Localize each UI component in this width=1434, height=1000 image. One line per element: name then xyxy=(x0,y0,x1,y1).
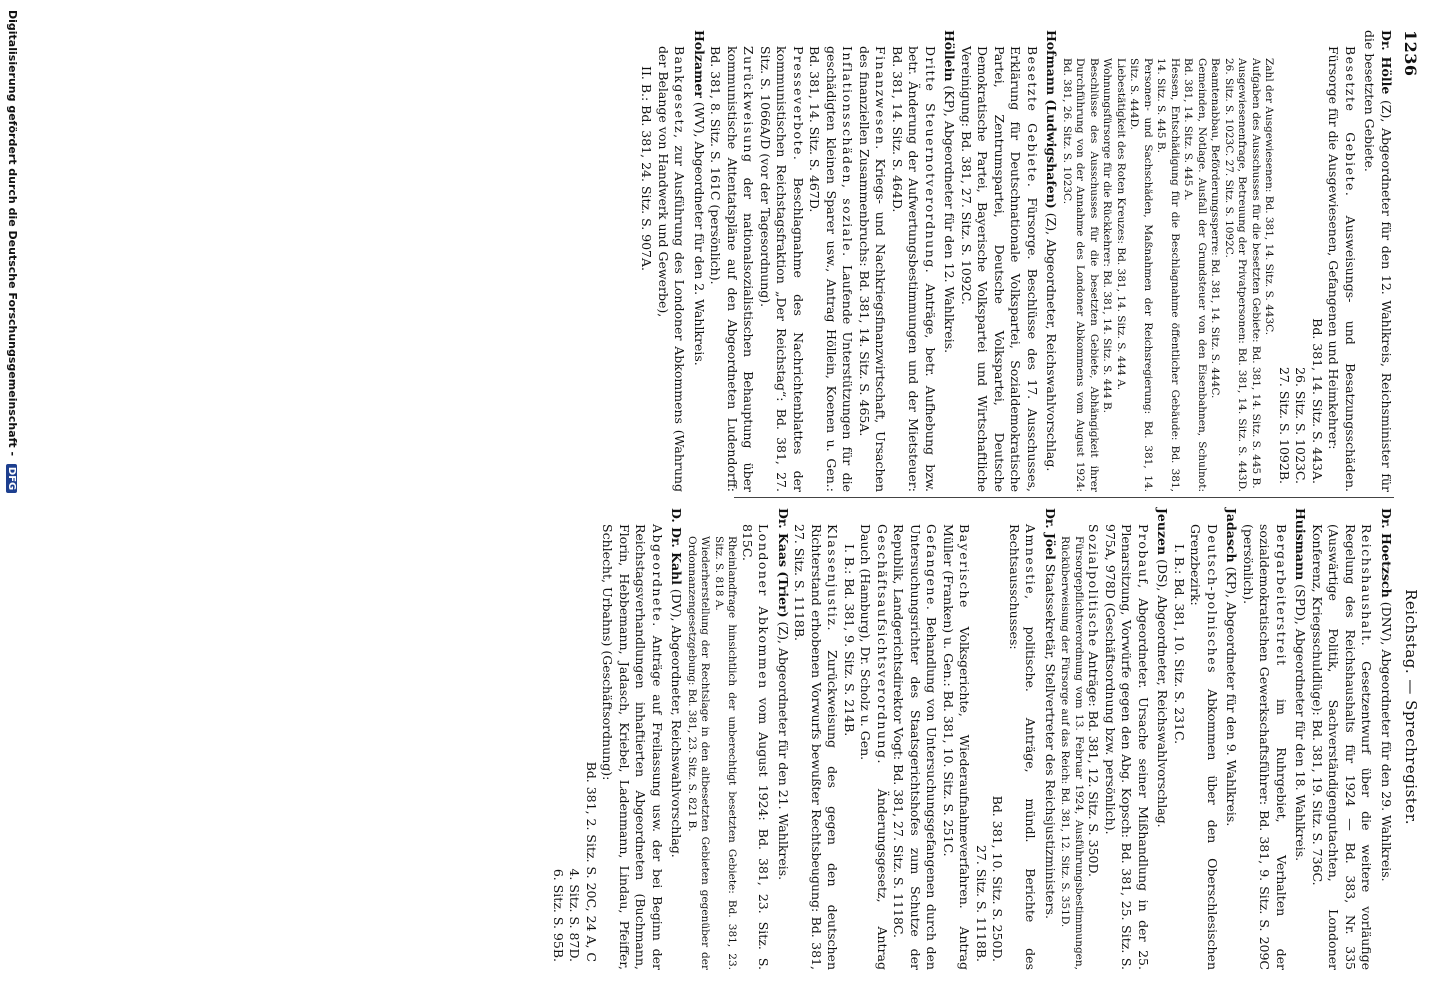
register-entry xyxy=(1042,508,1059,970)
topic-text: Zurückweisung des gegen den deutschen Richterstand erhobenen Vorwurfs bewußter Rechtsbeugung: Bd. 381, 27. Sitz. S. 1118B. xyxy=(792,524,841,970)
topic-text: der nationalsozialistischen Behauptung über kommunistische Attentatspläne auf den Abgeordneten Ludendorff: Bd. 381, 8. Sitz. S. 161C (persönlich). xyxy=(708,46,757,492)
register-entry xyxy=(941,30,958,492)
topic-heading: Inflationsschäden, soziale. xyxy=(840,46,856,258)
reference-line: Bd. 381, 2. Sitz. S. 20C, 24 A, C xyxy=(584,761,599,962)
register-entry xyxy=(775,508,792,970)
topic-entry xyxy=(1006,524,1039,970)
topic-heading: Besetzte Gebiete. xyxy=(1343,46,1358,198)
topic-text: Änderungsgesetz, Antrag Dauch (Hamburg), Dr. Scholz u. Gen. xyxy=(858,524,890,970)
sub-entry: Wiederherstellung der Rechtslage in den altbesetzten Gebieten gegenüber der Ordonnanzengesetzgebung: Bd. 381, 23. Sitz. S. 821 B. xyxy=(686,536,712,970)
topic-text: zur Ausführung des Londoner Abkommens (Wahrung der Belange von Handwerk und Gewerbe), xyxy=(656,46,688,492)
reference-line: II. B.: Bd. 381, 24. Sitz. S. 907A. xyxy=(639,66,655,271)
topic-heading: Bergarbeiterstreit xyxy=(1274,524,1289,667)
person-name: Huismann xyxy=(1293,508,1309,581)
topic-entry xyxy=(1085,524,1102,970)
person-name: Jeuzen xyxy=(1155,508,1171,556)
sub-entry: Beamtenabbau, Beförderungssperre: Bd. 381, 14. Sitz. S. 444C. xyxy=(1209,58,1222,399)
topic-text: Ausweisungs- und Besatzungsschäden. Fürsorge für die Ausgewiesenen, Gefangenen und Heimkehrer: xyxy=(1326,46,1358,492)
topic-text: Laufende Unterstützungen für die geschädigten kleinen Sparer usw., Antrag Höllein, Koenen u. Gen.: Bd. 381, 14. Sitz. S. 467D. xyxy=(807,46,856,492)
person-name: Jadasch xyxy=(1224,508,1240,563)
entry-text: (KP), Abgeordneter für den 9. Wahlkreis. xyxy=(1224,566,1240,827)
sub-entry: Liebestätigkeit des Roten Kreuzes: Bd. 381, 14. Sitz. S. 444 A. xyxy=(1115,58,1127,391)
topic-text: im Ruhrgebiet, Verhalten der sozialdemokratischen Gewerkschaftsführer: Bd. 381, 9. Sitz. S. 209C (persönlich). xyxy=(1241,524,1289,970)
entry-text: (DNV), Abgeordneter für den 29. Wahlkreis. xyxy=(1379,601,1394,882)
entry-text: (WV), Abgeordneter für den 2. Wahlkreis. xyxy=(692,101,707,366)
entry-text: (Z), Abgeordneter, Reichswahlvorschlag. xyxy=(1044,212,1060,472)
topic-heading: Finanzwesen. xyxy=(873,46,889,151)
topic-entry xyxy=(1187,524,1220,970)
person-name: Höllein xyxy=(942,30,958,82)
topic-entry xyxy=(857,524,890,970)
topic-text: politische. Anträge, mündl. Berichte des Rechtsausschusses: xyxy=(1007,524,1039,970)
sub-entry: Wohnungsfürsorge für die Rückkehrer: Bd. 381, 14. Sitz. S. 444 B. xyxy=(1101,58,1114,414)
topic-entry xyxy=(1325,46,1358,492)
topic-heading: Bayerische xyxy=(957,524,973,609)
topic-heading: Londoner Abkommen xyxy=(756,524,772,690)
topic-entry xyxy=(655,46,688,492)
reference-line: 4. Sitz. S. 87D. xyxy=(567,868,583,962)
person-name: Hofmann (Ludwigshafen) xyxy=(1044,30,1060,209)
topic-heading: Geschäftsaufsichtsverordnung. xyxy=(875,524,890,765)
topic-entry xyxy=(890,524,940,970)
page-header xyxy=(1398,30,1428,990)
entry-text: (DV), Abgeordneter, Reichswahlvorschlag. xyxy=(669,588,685,858)
topic-text: Beschlagnahme des Nachrichtenblattes der kommunistischen Reichstagsfraktion „Der Reichstag“: Bd. 381, 27. Sitz. S. 1066A/D (vor der Tagesordnung). xyxy=(758,46,806,492)
reference-line: I. B.: Bd. 381, 10. Sitz. S. 231C. xyxy=(1172,544,1187,745)
topic-entry xyxy=(958,46,1041,492)
reference-line: I. B.: Bd. 381, 9. Sitz. S. 214B. xyxy=(842,544,857,737)
topic-text: Abgeordneter. Ursache seiner Mißhandlung in der 25. Plenarsitzung, Vorwürfe gegen den Abg. Kopsch: Bd. 381, 25. Sitz. S. 975A, 978D (Geschäftsordnung bzw. persönlich). xyxy=(1103,524,1151,970)
register-entry xyxy=(668,508,685,970)
entry-text: (Z), Abgeordneter für den 21. Wahlkreis. xyxy=(776,621,791,881)
sub-entry: Zahl der Ausgewiesenen: Bd. 381, 14. Sitz. S. 443C. xyxy=(1263,58,1276,336)
sub-entry: Ausgewiesenenfrage, Betreuung der Privatpersonen: Bd. 381, 14. Sitz. S. 443D. 26. Sitz. S. 1023C. 27. Sitz. S. 1092C. xyxy=(1223,58,1249,492)
topic-text: Fürsorge. Beschlüsse des 17. Ausschusses, Erklärung für Deutschnationale Volkspartei, Sozialdemokratische Partei, Zentrumspartei, Deutsche Volkspartei, Deutsche Demokratische Partei, Bayerische Volkspartei und Wirtschaftliche Vereinigung: Bd. 381, 27. Sitz. S. 1092C. xyxy=(959,46,1040,492)
topic-heading: Probauf, xyxy=(1136,524,1151,590)
register-entry xyxy=(1378,508,1395,970)
topic-text: Abkommen über den Oberschlesischen Grenzbezirk: xyxy=(1188,524,1220,970)
sub-entry: Rheinlandfrage hinsichtlich der unberechtigt besetzten Gebiete: Bd. 381, 23. Sitz. S. 818 A. xyxy=(713,536,739,970)
dfg-logo: DFG xyxy=(6,464,17,493)
register-entry xyxy=(691,30,708,492)
reference-line: 6. Sitz. S. 95B. xyxy=(551,868,566,962)
entry-text: (SPD), Abgeordneter für den 18. Wahlkreis. xyxy=(1293,584,1309,862)
reference-line: Bd. 381, 14. Sitz. S. 443A. xyxy=(1310,318,1325,484)
topic-entry xyxy=(1309,524,1375,970)
topic-heading: Gefangene. xyxy=(924,524,940,612)
page-number: 1236 xyxy=(1401,30,1420,77)
topic-text: Anträge auf Freilassung usw. der bei Beginn der Reichstagsverhandlungen inhaftierten Abgeordneten (Buchmann, Florin, Hebbemann, Jadasch, Kriebel, Ladenmann, Lindau, Pfeiffer, Schlecht, Urbahns) (Geschäftsordnung): xyxy=(600,524,665,970)
topic-entry xyxy=(791,524,841,970)
topic-entry xyxy=(757,46,807,492)
sub-entry: Aufgaben des Ausschusses für die besetzten Gebiete: Bd. 381, 14. Sitz. S. 445 B. xyxy=(1250,58,1262,489)
reference-line: 27. Sitz. S. 1092B. xyxy=(1277,366,1292,484)
topic-heading: Bankgesetz, xyxy=(672,46,688,140)
topic-entry xyxy=(940,524,973,970)
person-name: Dr. Kaas (Trier) xyxy=(776,508,791,618)
column-divider xyxy=(734,497,1394,498)
sub-entry: Fürsorgepflichtverordnung vom 13. Februar 1924, Ausführungsbestimmungen, Rücküberweisung der Fürsorge auf das Reich: Bd. 381, 12. Sitz. S. 351D. xyxy=(1059,536,1085,970)
topic-heading: Amnestie, xyxy=(1023,524,1039,601)
topic-entry xyxy=(889,46,939,492)
person-name: Holzamer xyxy=(692,30,707,98)
topic-entry xyxy=(856,46,889,492)
topic-heading: Reichshaushalt. xyxy=(1359,524,1375,648)
sub-entry: Gemeinden, Notlage. Ausfall der Grundsteuer von den Eisenbahnen, Schulnot: Bd. 381, 14. Sitz. S. 445 A. xyxy=(1182,58,1208,492)
topic-heading: Deutsch-polnisches xyxy=(1205,524,1220,675)
topic-text: Anträge: Bd. 381, 12. Sitz. S. 350D. xyxy=(1086,651,1102,878)
register-entry xyxy=(1223,508,1240,970)
topic-entry xyxy=(599,524,665,970)
topic-text: Gesetzentwurf über die weitere vorläufige Regelung des Reichshaushalts für 1924 — Bd. 383, Nr. 335 (Auswärtige Politik, Sachverständigengutachten, Londoner Konferenz, Kriegsschuldlüge): Bd. 381, 19. Sitz. S. 736C. xyxy=(1310,524,1375,970)
register-entry xyxy=(1043,30,1060,492)
register-entry xyxy=(1154,508,1171,970)
entry-text: (KP), Abgeordneter für den 12. Wahlkreis. xyxy=(942,85,958,354)
register-entry xyxy=(1361,30,1394,492)
reference-line: 27. Sitz. S. 1118B. xyxy=(974,844,989,962)
register-entry xyxy=(1292,508,1309,970)
footer-text: Digitalisierung gefördert durch die Deutsche Forschungsgemeinschaft - xyxy=(6,10,19,457)
topic-heading: Besetzte Gebiete. xyxy=(1025,46,1040,189)
topic-heading: Klassenjustiz. xyxy=(825,524,841,632)
person-name: Dr. Hölle xyxy=(1379,30,1394,95)
topic-text: Anträge, betr. Aufhebung bzw. betr. Änderung der Aufwertungsbestimmungen und der Mietsteuer: Bd. 381, 14. Sitz. S. 464D. xyxy=(890,46,938,492)
topic-heading: Sozialpolitische xyxy=(1086,524,1102,648)
topic-text: Volksgerichte, Wiederaufnahmeverfahren. Antrag Müller (Franken) u. Gen.: Bd. 381, 10. Sitz. S. 251C. xyxy=(941,524,973,970)
right-column xyxy=(550,508,1395,970)
topic-heading: Abgeordnete. xyxy=(650,524,665,628)
entry-text: (Z), Abgeordneter für den 12. Wahlkreis, Reichsminister für die besetzten Gebiete. xyxy=(1362,30,1394,492)
topic-entry xyxy=(707,46,757,492)
topic-text: Kriegs- und Nachkriegsfinanzwirtschaft, Ursachen des finanziellen Zusammenbruchs: Bd. 381, 14. Sitz. S. 465A. xyxy=(857,46,889,492)
topic-text: Behandlung von Untersuchungsgefangenen durch den Untersuchungsrichter des Staatsgerichtshofes zum Schutze der Republik, Landgerichtsdirektor Vogt: Bd. 381, 27. Sitz. S. 1118C. xyxy=(891,524,940,970)
sub-entry: Personen- und Sachschäden, Maßnahmen der Reichsregierung: Bd. 381, 14. Sitz. S. 444D. xyxy=(1128,58,1154,492)
left-column xyxy=(638,30,1394,492)
sub-entry: Hessen, Entschädigung für die Beschlagnahme öffentlicher Gebäude: Bd. 381, 14. Sitz. S. 445 B. xyxy=(1155,58,1181,492)
entry-text: (DS), Abgeordneter, Reichswahlvorschlag. xyxy=(1155,559,1171,828)
topic-entry xyxy=(1102,524,1152,970)
person-name: D. Dr. Kahl xyxy=(669,508,685,585)
topic-entry xyxy=(1240,524,1290,970)
person-name: Dr. Jöel xyxy=(1043,508,1058,560)
person-name: Dr. Hoetzsch xyxy=(1379,508,1394,598)
topic-entry xyxy=(739,524,772,970)
footer xyxy=(6,10,19,990)
topic-heading: Zurückweisung xyxy=(741,46,757,164)
reference-line: Bd. 381, 10. Sitz. S. 250D. xyxy=(990,795,1006,962)
sub-entry: Beschlüsse des Ausschusses für die besetzten Gebiete, Abhängigkeit ihrer Durchführung von der Annahme des Londoner Abkommens vom August 1924: Bd. 381, 26. Sitz. S. 1023C. xyxy=(1061,58,1100,492)
running-title: Reichstag. — Sprechregister. xyxy=(1402,589,1420,825)
topic-text: vom August 1924: Bd. 381, 23. Sitz. S. 815C. xyxy=(740,524,772,970)
topic-entry xyxy=(806,46,856,492)
topic-heading: Presseverbote. xyxy=(791,46,806,162)
reference-line: 26. Sitz. S. 1023C. xyxy=(1293,367,1309,484)
topic-heading: Dritte Steuernotverordnung. xyxy=(923,46,938,275)
entry-text: Staatssekretär, Stellvertreter des Reichsjustizministers. xyxy=(1043,563,1058,919)
